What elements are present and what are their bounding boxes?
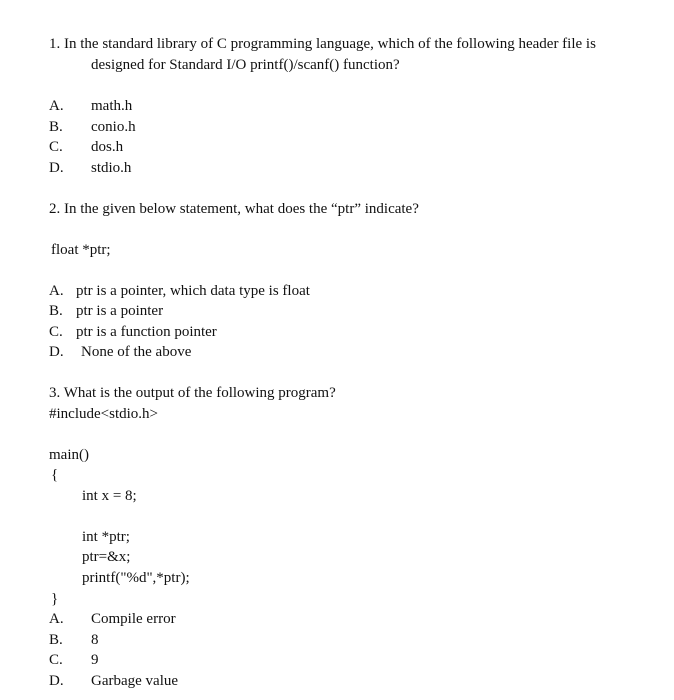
question-2-text: 2. In the given below statement, what does the “ptr” indicate? bbox=[49, 201, 419, 217]
q1-option-c-text: dos.h bbox=[91, 139, 124, 155]
q3-option-b-text: 8 bbox=[91, 632, 99, 648]
q3-code-decl-ptr: int *ptr; bbox=[82, 529, 130, 545]
q3-code-decl-x: int x = 8; bbox=[82, 488, 137, 504]
q1-option-b-text: conio.h bbox=[91, 119, 136, 135]
q3-code-open-brace: { bbox=[51, 467, 59, 483]
question-1-text: 1. In the standard library of C programming language, which of the following header file is bbox=[49, 36, 596, 52]
q3-option-c-text: 9 bbox=[91, 652, 99, 668]
q3-option-a-text: Compile error bbox=[91, 611, 176, 627]
q3-option-c-letter: C. bbox=[49, 652, 63, 668]
q2-code-statement: float *ptr; bbox=[51, 242, 111, 258]
question-3-text: 3. What is the output of the following program? bbox=[49, 385, 336, 401]
q3-code-close-brace: } bbox=[51, 591, 59, 607]
q2-option-c-text: ptr is a function pointer bbox=[76, 324, 217, 340]
q3-option-a-letter: A. bbox=[49, 611, 64, 627]
q3-option-d-text: Garbage value bbox=[91, 673, 179, 689]
q2-option-d-text: None of the above bbox=[81, 344, 192, 360]
q2-option-b-text: ptr is a pointer bbox=[76, 303, 164, 319]
q1-option-d-letter: D. bbox=[49, 160, 64, 176]
q2-option-c-letter: C. bbox=[49, 324, 63, 340]
q2-option-d-letter: D. bbox=[49, 344, 64, 360]
q3-code-main: main() bbox=[49, 447, 89, 463]
question-1-text-continued: designed for Standard I/O printf()/scanf() function? bbox=[91, 57, 400, 73]
q2-option-b-letter: B. bbox=[49, 303, 63, 319]
q3-code-printf: printf("%d",*ptr); bbox=[82, 570, 190, 586]
q1-option-a-letter: A. bbox=[49, 98, 64, 114]
q1-option-d-text: stdio.h bbox=[91, 160, 132, 176]
q3-code-include: #include<stdio.h> bbox=[49, 406, 158, 422]
q1-option-b-letter: B. bbox=[49, 119, 63, 135]
q3-code-assign: ptr=&x; bbox=[82, 549, 131, 565]
q1-option-c-letter: C. bbox=[49, 139, 63, 155]
q2-option-a-letter: A. bbox=[49, 283, 64, 299]
q3-option-b-letter: B. bbox=[49, 632, 63, 648]
q1-option-a-text: math.h bbox=[91, 98, 133, 114]
q2-option-a-text: ptr is a pointer, which data type is float bbox=[76, 283, 310, 299]
q3-option-d-letter: D. bbox=[49, 673, 64, 689]
